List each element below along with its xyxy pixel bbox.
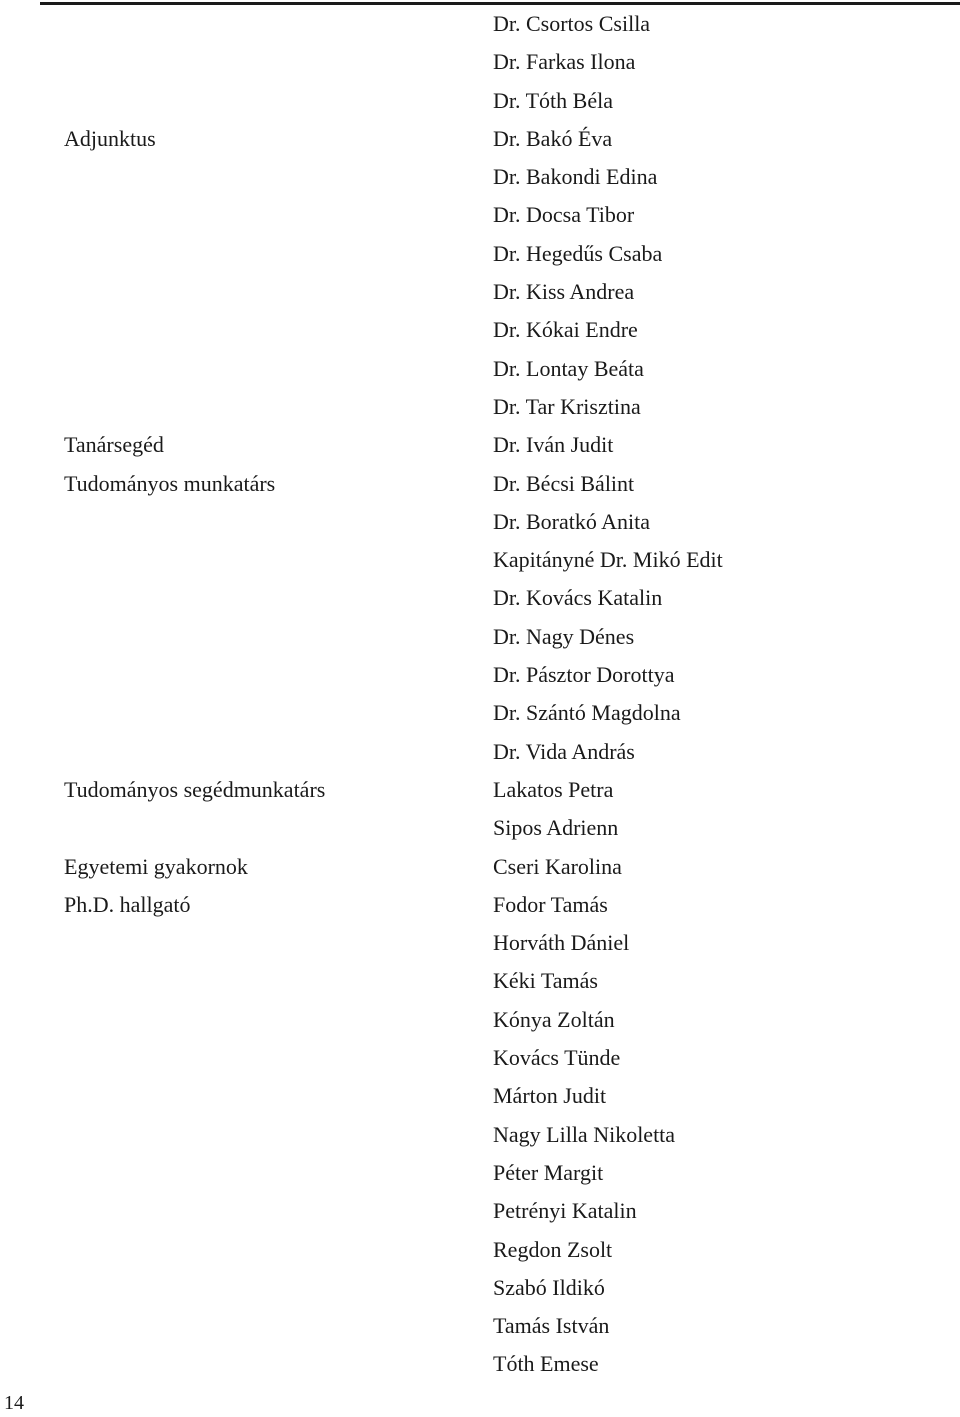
staff-name: Dr. Pásztor Dorottya: [493, 662, 675, 688]
staff-row: [0, 43, 960, 81]
staff-name: Dr. Csortos Csilla: [493, 11, 651, 36]
staff-name: Nagy Lilla Nikoletta: [493, 1121, 676, 1147]
staff-row: [0, 388, 960, 426]
staff-row: [0, 1307, 960, 1345]
staff-name: Fodor Tamás: [493, 891, 608, 917]
staff-row: [0, 82, 960, 120]
staff-name: Tóth Emese: [493, 1351, 599, 1377]
staff-name: Dr. Tóth Béla: [493, 87, 613, 113]
staff-name: Tamás István: [493, 1313, 610, 1339]
staff-row: [0, 5, 960, 43]
staff-row: [0, 1077, 960, 1115]
staff-row: [0, 848, 960, 886]
staff-name: Cseri Karolina: [493, 853, 622, 879]
position-title: Adjunktus: [64, 125, 156, 151]
staff-name: Péter Margit: [493, 1159, 604, 1185]
staff-name: Petrényi Katalin: [493, 1198, 637, 1224]
staff-name: Dr. Bécsi Bálint: [493, 470, 635, 496]
staff-name: Horváth Dániel: [493, 930, 630, 956]
position-title: Ph.D. hallgató: [64, 891, 191, 917]
staff-name: Szabó Ildikó: [493, 1274, 605, 1300]
position-title: Tudományos segédmunkatárs: [64, 776, 326, 802]
staff-name: Dr. Kiss Andrea: [493, 279, 635, 305]
staff-row: [0, 618, 960, 656]
staff-row: [0, 656, 960, 694]
staff-row: [0, 311, 960, 349]
staff-name: Dr. Kókai Endre: [493, 317, 638, 343]
page-number: 14: [4, 1392, 24, 1414]
staff-row: [0, 694, 960, 732]
staff-row: [0, 1345, 960, 1383]
staff-row: [0, 1231, 960, 1269]
staff-name: Dr. Tar Krisztina: [493, 393, 641, 419]
staff-name: Regdon Zsolt: [493, 1236, 613, 1262]
staff-name: Márton Judit: [493, 1083, 607, 1109]
staff-name: Sipos Adrienn: [493, 815, 619, 841]
position-title: Tanársegéd: [64, 432, 164, 458]
staff-list: [0, 5, 960, 1384]
position-title: Tudományos munkatárs: [64, 470, 276, 496]
staff-row: [0, 579, 960, 617]
staff-row: [0, 924, 960, 962]
staff-row: [0, 235, 960, 273]
staff-row: [0, 1192, 960, 1230]
staff-row: [0, 120, 960, 158]
staff-name: Kéki Tamás: [493, 968, 598, 994]
staff-row: [0, 1269, 960, 1307]
staff-row: [0, 1039, 960, 1077]
staff-name: Dr. Bakondi Edina: [493, 164, 658, 190]
staff-row: [0, 1116, 960, 1154]
staff-name: Kovács Tünde: [493, 1045, 621, 1071]
staff-row: [0, 962, 960, 1000]
staff-name: Kónya Zoltán: [493, 1006, 615, 1032]
staff-name: Lakatos Petra: [493, 776, 614, 802]
staff-name: Dr. Lontay Beáta: [493, 355, 644, 381]
staff-row: [0, 541, 960, 579]
staff-name: Kapitányné Dr. Mikó Edit: [493, 547, 723, 573]
position-title: Egyetemi gyakornok: [64, 853, 248, 879]
staff-name: Dr. Szántó Magdolna: [493, 700, 681, 726]
staff-name: Dr. Nagy Dénes: [493, 623, 635, 649]
staff-row: [0, 273, 960, 311]
staff-row: [0, 196, 960, 234]
staff-name: Dr. Vida András: [493, 738, 635, 764]
staff-row: [0, 503, 960, 541]
staff-row: [0, 465, 960, 503]
staff-row: [0, 350, 960, 388]
staff-name: Dr. Bakó Éva: [493, 125, 613, 151]
staff-row: [0, 1154, 960, 1192]
staff-row: [0, 886, 960, 924]
staff-name: Dr. Docsa Tibor: [493, 202, 635, 228]
staff-name: Dr. Iván Judit: [493, 432, 614, 458]
staff-row: [0, 771, 960, 809]
staff-row: [0, 1001, 960, 1039]
staff-name: Dr. Farkas Ilona: [493, 49, 636, 75]
staff-name: Dr. Boratkó Anita: [493, 508, 651, 534]
staff-name: Dr. Hegedűs Csaba: [493, 240, 663, 266]
staff-row: [0, 158, 960, 196]
staff-row: [0, 733, 960, 771]
staff-row: [0, 809, 960, 847]
staff-name: Dr. Kovács Katalin: [493, 585, 663, 611]
staff-row: [0, 426, 960, 464]
